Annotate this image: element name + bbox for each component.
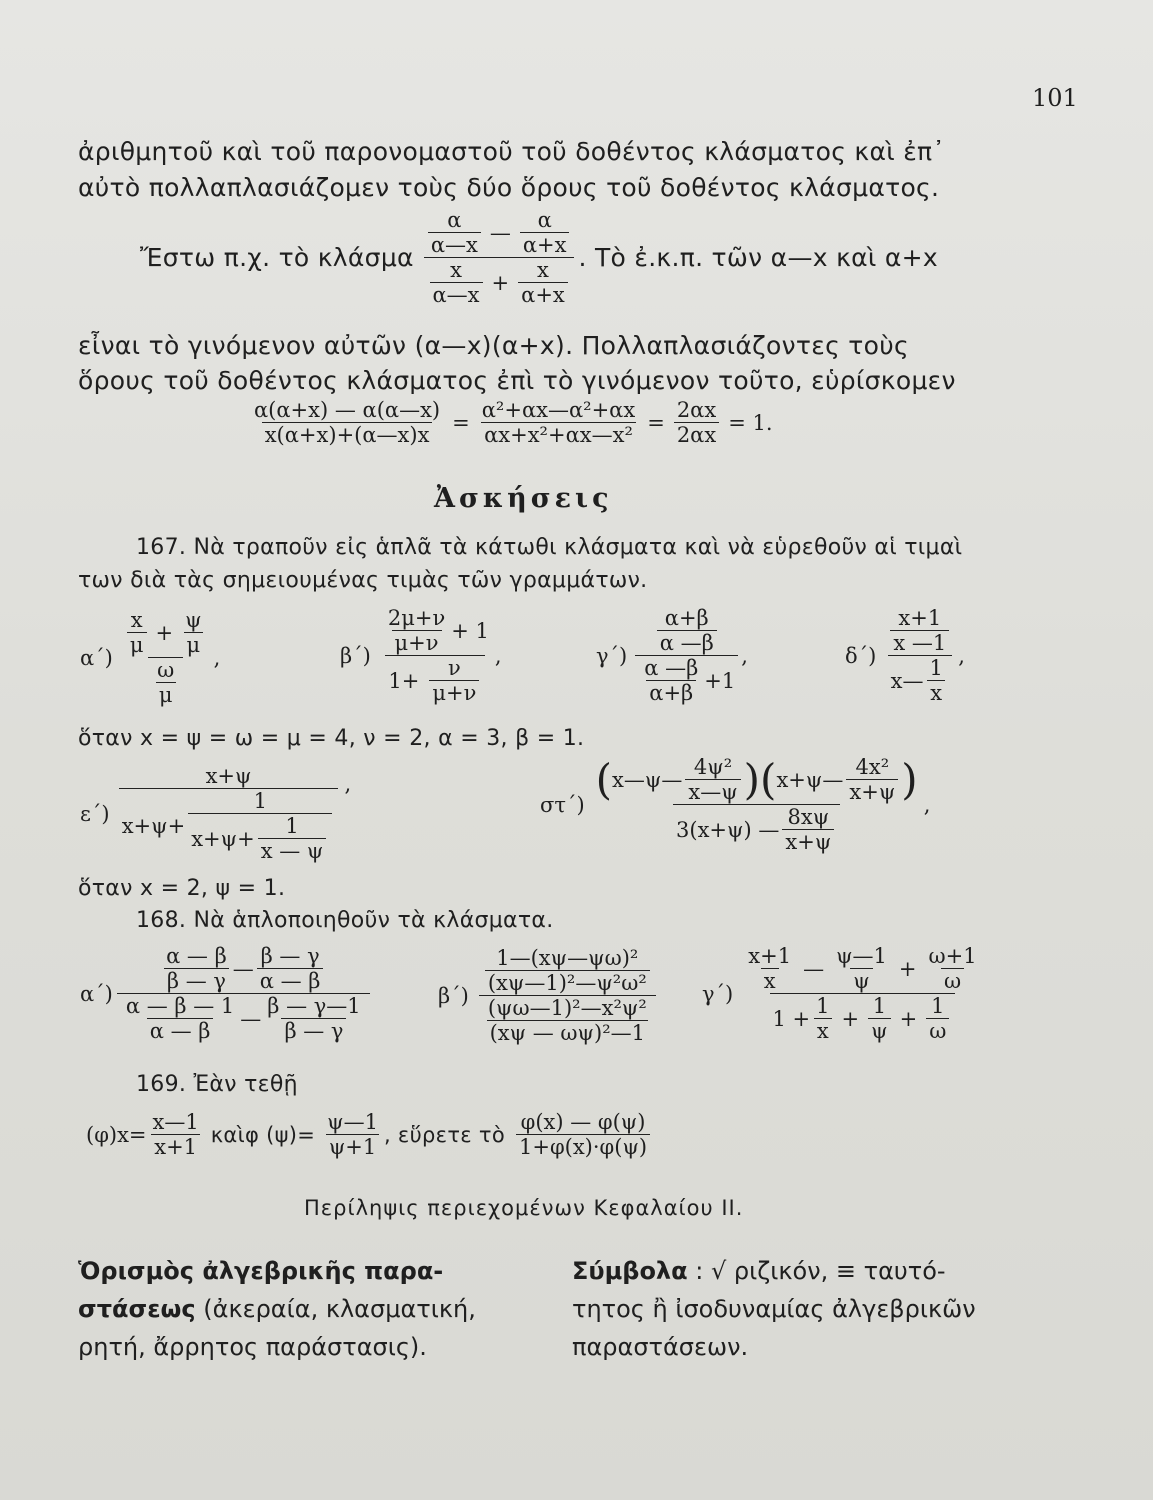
summary-title: Περίληψις περιεχομένων Κεφαλαίου II. bbox=[304, 1196, 744, 1220]
left-col-line-3: ρητή, ἄρρητος παράστασις). bbox=[78, 1333, 427, 1361]
ex167-text-1: 167. Νὰ τραποῦν εἰς ἁπλᾶ τὰ κάτωθι κλάσματα καὶ νὰ εὑρεθοῦν αἱ τιμαὶ bbox=[136, 535, 963, 560]
ex168-a: α΄) $\frac{\alpha — \beta}{\beta — \gamma}$ — $\frac{\beta — \gamma}{\alpha — \beta}$ $\frac{\alpha — \beta — 1}{\alpha — \beta}$ — $\frac{\beta — \gamma—1}{\beta — \gamma}$ bbox=[80, 944, 373, 1044]
ex167-when-2: ὅταν x = 2, ψ = 1. bbox=[78, 876, 286, 901]
intro-line-5: ὅρους τοῦ δοθέντος κλάσματος ἐπὶ τὸ γινόμενον τοῦτο, εὑρίσκομεν bbox=[78, 366, 956, 395]
left-col-rest-2: (ἀκεραία, κλασματική, bbox=[195, 1295, 476, 1323]
ex167-text-2: των διὰ τὰς σημειουμένας τιμὰς τῶν γραμμάτων. bbox=[78, 568, 648, 593]
ex167-b: β΄) $\frac{2\mu+\nu}{\mu+\nu}$ + 1 1+ $\frac{\nu}{\mu+\nu}$ , bbox=[340, 606, 502, 706]
left-col-bold-2: στάσεως bbox=[78, 1295, 196, 1323]
ex167-e: ε΄) x+ψ x+ψ+ 1 x+ψ+ $\frac{1}{x — \psi}$ , bbox=[80, 764, 352, 864]
intro-line-2: αὐτὸ πολλαπλασιάζομεν τοὺς δύο ὅρους τοῦ δοθέντος κλάσματος. bbox=[78, 173, 940, 202]
ex167-d: δ΄) $\frac{x+1}{x —1}$ x— $\frac{1}{x}$ , bbox=[845, 606, 965, 706]
right-col-line-3: παραστάσεων. bbox=[572, 1333, 749, 1361]
section-heading: Ἀσκήσεις bbox=[434, 483, 613, 514]
ex169-formula: (φ)x= $\frac{x—1}{x+1}$ καὶφ (ψ)= $\frac{\psi—1}{\psi+1}$ , εὕρετε τὸ $\frac{\varphi(x) — \varphi(\psi)}{1+\varphi(x)\cdot\varphi(\psi)}$ bbox=[86, 1110, 653, 1159]
intro-line-4: εἶναι τὸ γινόμενον αὐτῶν (α—x)(α+x). Πολλαπλασιάζοντες τοὺς bbox=[78, 331, 909, 360]
example-fraction-line bbox=[140, 208, 938, 308]
summary-right-column bbox=[572, 1252, 992, 1366]
ex167-a: α΄) $\frac{x}{\mu}$ + $\frac{\psi}{\mu}$ $\frac{\omega}{\mu}$ , bbox=[80, 608, 221, 708]
right-col-rest-1: : √ ριζικόν, ≡ ταυτό- bbox=[687, 1257, 946, 1285]
ex168-g: γ΄) $\frac{x+1}{x}$ — $\frac{\psi—1}{\psi}$ + $\frac{\omega+1}{\omega}$ 1 + $\frac{1}{x}$ + $\frac{1}{\psi}$ + $\frac{1}{\omega}$ bbox=[702, 944, 977, 1044]
ex167-g: γ΄) $\frac{\alpha+\beta}{\alpha —\beta}$ $\frac{\alpha —\beta}{\alpha+\beta}$ +1 , bbox=[596, 606, 748, 706]
intro-line-1: ἀριθμητοῦ καὶ τοῦ παρονομαστοῦ τοῦ δοθέντος κλάσματος καὶ ἐπ᾽ bbox=[78, 137, 946, 166]
lcm-text: . Τὸ ἐ.κ.π. τῶν α—x καὶ α+x bbox=[578, 243, 939, 273]
compound-fraction: $\frac{\alpha}{\alpha—x}$ — $\frac{\alpha}{\alpha+x}$ $\frac{x}{\alpha—x}$ + $\frac{x}{\alpha+x}$ bbox=[422, 208, 576, 308]
right-col-bold-1: Σύμβολα bbox=[572, 1257, 688, 1285]
page-number: 101 bbox=[1032, 84, 1078, 112]
summary-left-column bbox=[78, 1252, 533, 1366]
ex169-text: 169. Ἐὰν τεθῇ bbox=[136, 1072, 298, 1097]
ex168-text: 168. Νὰ ἁπλοποιηθοῦν τὰ κλάσματα. bbox=[136, 908, 554, 933]
left-col-bold-1: Ὁρισμὸς ἀλγεβρικῆς παρα- bbox=[78, 1257, 444, 1285]
example-intro-text: Ἔστω π.χ. τὸ κλάσμα bbox=[140, 243, 414, 273]
example-derivation: $\frac{\alpha(\alpha+x) — \alpha(\alpha—x)}{x(\alpha+x)+(\alpha—x)x}$ = $\frac{\text{α²+αx—α²+αx}}{\text{αx+x²+αx—x²}}$ = $\frac{2\alpha x}{2\alpha x}$ = 1. bbox=[254, 398, 773, 448]
ex167-st: στ΄) ( x—ψ— $\frac{\text{4ψ²}}{x—\psi}$ )( x+ψ— $\frac{\text{4x²}}{x+\psi}$ ) 3(x+ψ) — $\frac{8x\psi}{x+\psi}$ , bbox=[540, 754, 931, 855]
ex167-when-1: ὅταν x = ψ = ω = μ = 4, ν = 2, α = 3, β = 1. bbox=[78, 726, 585, 751]
right-col-line-2: τητος ἢ ἰσοδυναμίας ἀλγεβρικῶν bbox=[572, 1295, 976, 1323]
ex168-b: β΄) $\frac{\frac{\text{1—(xψ—ψω)²}}{\text{(xψ—1)²—ψ²ω²}}}{\frac{\text{(ψω—1)²—x²ψ²}}{\text{(xψ — ωψ)²—1}}}$ bbox=[438, 946, 659, 1046]
